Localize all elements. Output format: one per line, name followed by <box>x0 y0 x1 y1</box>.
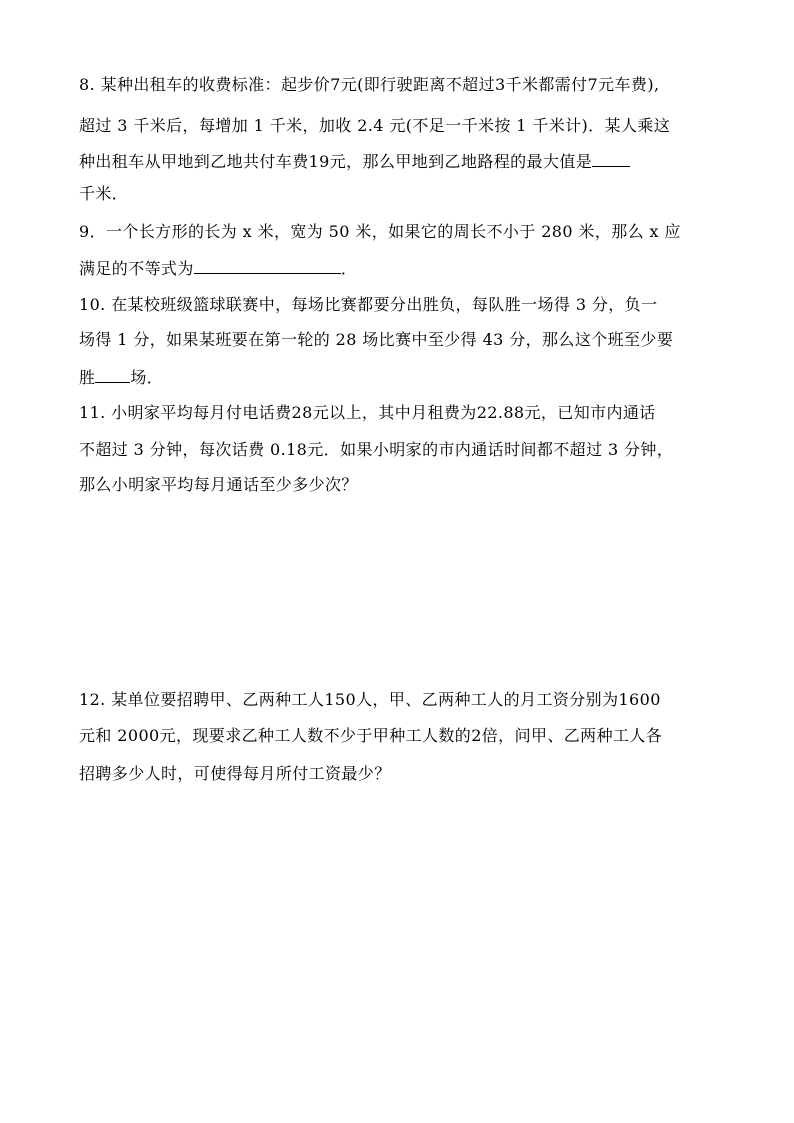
q10-line-3-start: 胜 <box>79 368 96 387</box>
q8-line-4: 千米． <box>79 184 129 203</box>
q9-line-2 <box>79 258 357 279</box>
q8-line-3 <box>79 151 630 172</box>
q10-answer-blank <box>95 367 130 383</box>
q10-line-1: 10. 在某校班级篮球联赛中，每场比赛都要分出胜负，每队胜一场得 3 分，负一 <box>79 295 658 314</box>
q9-line-1: 9．一个长方形的长为 x 米，宽为 50 米，如果它的周长不小于 280 米，那么 x 应 <box>79 222 681 241</box>
q8-answer-blank <box>592 151 630 167</box>
q11-line-1: 11. 小明家平均每月付电话费28元以上，其中月租费为22.88元，已知市内通话 <box>79 403 656 422</box>
q10-line-2: 场得 1 分，如果某班要在第一轮的 28 场比赛中至少得 43 分，那么这个班至少要 <box>79 330 674 349</box>
q11-line-3: 那么小明家平均每月通话至少多少次？ <box>79 475 358 494</box>
q8-line-3-text: 种出租车从甲地到乙地共付车费19元，那么甲地到乙地路程的最大值是 <box>79 152 593 171</box>
q8-line-1: 8. 某种出租车的收费标准：起步价7元(即行驶距离不超过3千米都需付7元车费), <box>79 75 660 94</box>
q10-line-3-end: 场． <box>130 368 164 387</box>
q9-line-2-end: ． <box>340 259 358 278</box>
q11-line-2: 不超过 3 分钟，每次话费 0.18元．如果小明家的市内通话时间都不超过 3 分钟， <box>79 440 674 459</box>
q8-line-2: 超过 3 千米后，每增加 1 千米，加收 2.4 元(不足一千米按 1 千米计)．某人乘这 <box>79 116 671 135</box>
q9-line-2-text: 满足的不等式为 <box>79 259 194 278</box>
q12-line-3: 招聘多少人时，可使得每月所付工资最少？ <box>79 764 391 783</box>
q9-answer-blank <box>194 258 341 274</box>
q12-line-1: 12. 某单位要招聘甲、乙两种工人150人，甲、乙两种工人的月工资分别为1600 <box>79 690 661 709</box>
q12-line-2: 元和 2000元，现要求乙种工人数不少于甲种工人数的2倍，问甲、乙两种工人各 <box>79 726 663 745</box>
q10-line-3 <box>79 367 163 388</box>
